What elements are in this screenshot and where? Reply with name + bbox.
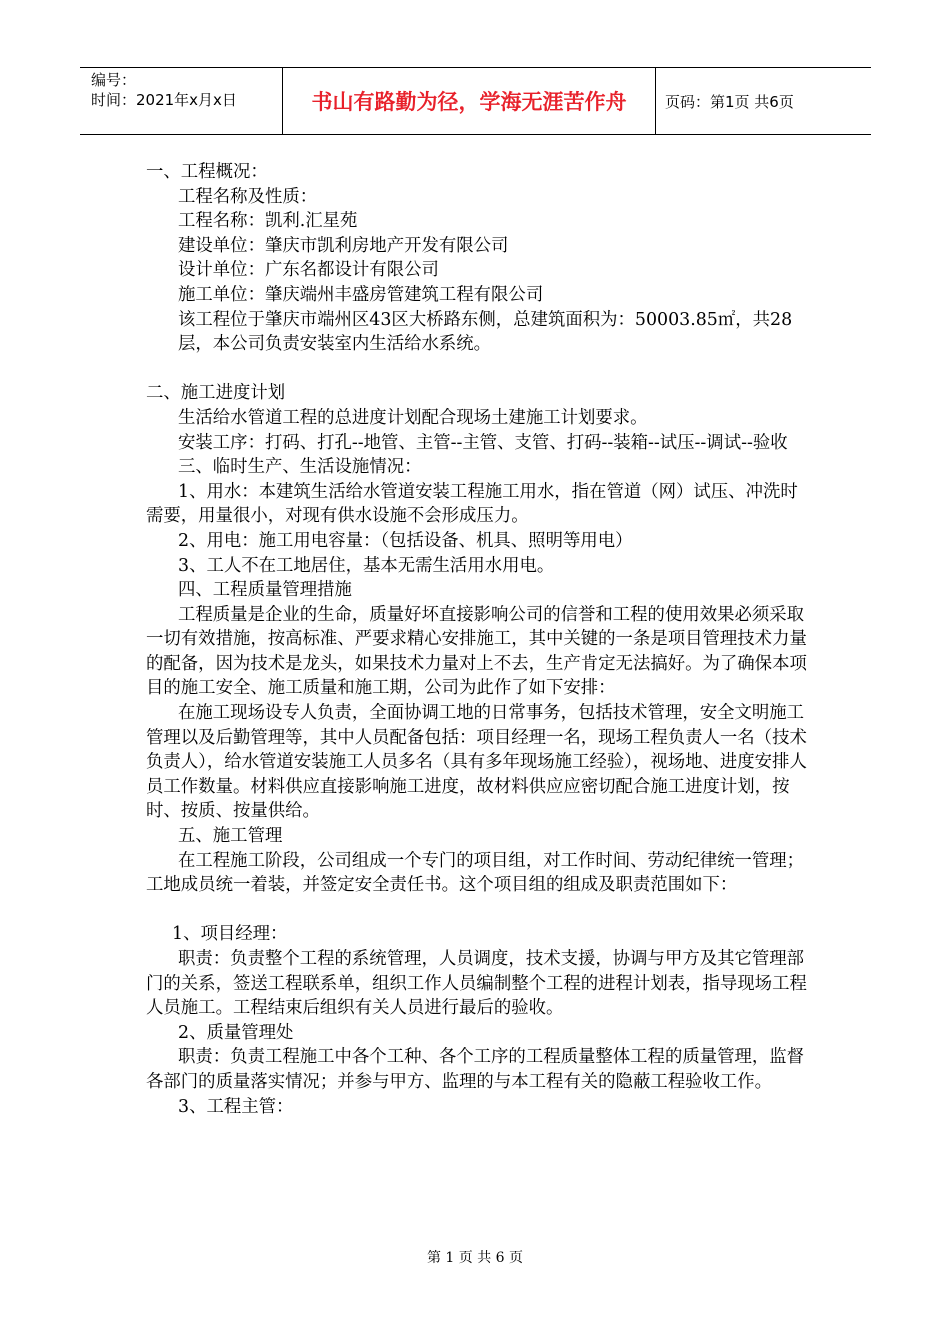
document-body — [146, 160, 808, 1119]
header-meta — [80, 68, 283, 134]
role-3-title: 3、工程主管： — [178, 1096, 294, 1117]
time-label: 时间：2021年x月x日 — [91, 91, 237, 109]
paragraph: 职责：负责整个工程的系统管理，人员调度，技术支援，协调与甲方及其它管理部门的关系，签送工程联系单，组织工作人员编制整个工程的进程计划表，指导现场工程人员施工。工程结束后组织有关人员进行最后的验收。 — [146, 949, 807, 1019]
paragraph: 职责：负责工程施工中各个工种、各个工序的工程质量整体工程的质量管理，监督各部门的质量落实情况；并参与甲方、监理的与本工程有关的隐蔽工程验收工作。 — [146, 1047, 805, 1092]
section-2-title: 二、施工进度计划 — [146, 383, 286, 404]
role-2-title: 2、质量管理处 — [178, 1022, 294, 1043]
paragraph: 工程名称及性质： — [178, 186, 318, 207]
paragraph: 施工单位：肇庆端州丰盛房管建筑工程有限公司 — [178, 284, 544, 305]
paragraph: 建设单位：肇庆市凯利房地产开发有限公司 — [178, 235, 509, 256]
section-3-title: 三、临时生产、生活设施情况： — [178, 457, 422, 478]
paragraph: 工程质量是企业的生命，质量好坏直接影响公司的信誉和工程的使用效果必须采取一切有效措施，按高标准、严要求精心安排施工，其中关键的一条是项目管理技术力量的配备，因为技术是龙头，如果技术力量对上不去，生产肯定无法搞好。为了确保本项目的施工安全、施工质量和施工期，公司为此作了如下安排： — [146, 604, 807, 699]
spacer — [146, 898, 808, 923]
paragraph: 1、用水：本建筑生活给水管道安装工程施工用水，指在管道（网）试压、冲洗时需要，用量很小，对现有供水设施不会形成压力。 — [146, 481, 798, 527]
header-motto: 书山有路勤为径，学海无涯苦作舟 — [283, 68, 656, 134]
paragraph: 该工程位于肇庆市端州区43区大桥路东侧，总建筑面积为：50003.85㎡，共28层，本公司负责安装室内生活给水系统。 — [178, 309, 793, 355]
number-label: 编号： — [91, 71, 137, 89]
section-4-title: 四、工程质量管理措施 — [178, 580, 352, 601]
paragraph: 3、工人不在工地居住，基本无需生活用水用电。 — [178, 555, 555, 576]
paragraph: 2、用电：施工用电容量：（包括设备、机具、照明等用电） — [178, 530, 633, 551]
role-1-title: 1、项目经理： — [172, 924, 288, 945]
page-footer: 第 1 页 共 6 页 — [426, 1250, 524, 1266]
section-5-title: 五、施工管理 — [178, 826, 283, 847]
paragraph: 在工程施工阶段，公司组成一个专门的项目组，对工作时间、劳动纪律统一管理；工地成员统一着装，并签定安全责任书。这个项目组的组成及职责范围如下： — [146, 850, 805, 896]
paragraph: 在施工现场设专人负责，全面协调工地的日常事务，包括技术管理，安全文明施工管理以及后勤管理等，其中人员配备包括：项目经理一名，现场工程负责人一名（技术负责人），给水管道安装施工人员多名（具有多年现场施工经验），视场地、进度安排人员工作数量。材料供应直接影响施工进度，故材料供应应密切配合施工进度计划，按时、按质、按量供给。 — [146, 703, 807, 822]
header-page-info: 页码：第1页 共6页 — [665, 92, 794, 111]
page-header — [80, 67, 871, 135]
paragraph: 生活给水管道工程的总进度计划配合现场土建施工计划要求。 — [178, 407, 648, 428]
paragraph: 工程名称：凯利.汇星苑 — [178, 211, 358, 232]
paragraph: 安装工序：打码、打孔--地管、主管--主管、支管、打码--装箱--试压--调试--验收 — [178, 432, 788, 453]
spacer — [146, 357, 808, 382]
section-1-title: 一、工程概况： — [146, 162, 268, 182]
paragraph: 设计单位：广东名都设计有限公司 — [178, 260, 439, 281]
